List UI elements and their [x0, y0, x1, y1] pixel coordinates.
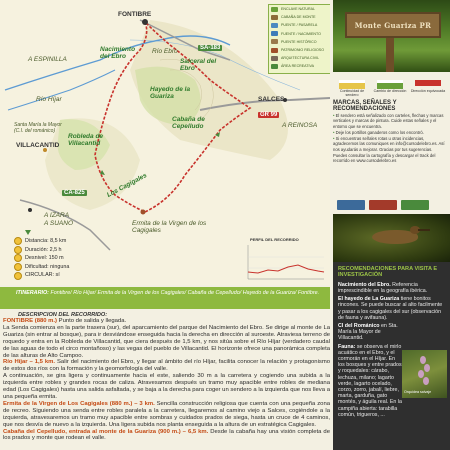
legend-item: PUENTE HISTÓRICO: [269, 38, 330, 46]
label-rio-hijar: Río Híjar: [36, 96, 62, 103]
label-cagigales: Los Cagigales: [105, 172, 149, 199]
route-stats: [14, 237, 82, 281]
map-legend: [268, 4, 330, 74]
legend-item: ARQUITECTURA CIVIL: [269, 54, 330, 62]
sign-post: [386, 36, 394, 72]
label-hayedo: Hayedo de la Guariza: [150, 86, 191, 100]
description-title: DESCRIPCIÓN DEL RECORRIDO:: [18, 312, 108, 318]
label-ermita: Ermita de la Virgen de los Cagigales: [132, 220, 207, 234]
trail-sign-board: Monte Guariza PR: [345, 12, 441, 38]
label-salces: SALCES: [258, 96, 285, 103]
rec-hayedo: El hayedo de La Guariza tiene bonitos rincones. Se puede buscar al alto facilmente y pasar a los cagigales del sur (observación de fauna y avifauna).: [338, 296, 443, 321]
desc-p1: FONTIBRE (880 m.) Punto de salida y llegada.: [3, 318, 127, 324]
marks-title: MARCAS, SEÑALES Y RECOMENDACIONES: [333, 100, 397, 112]
marks-p2: • Deje los portillos ganaderos como los encontró.: [333, 129, 424, 135]
marks-p4: Puedes consultar la cartografía y descargar el track del recorrido en www.cursodelebro.es: [333, 153, 436, 164]
label-cabana: Cabaña de Cepelludo: [172, 116, 205, 130]
label-santa-maria: Santa María la Mayor (C.I. del románico): [14, 122, 62, 134]
legend-item: CABAÑA DE MONTE: [269, 13, 330, 21]
mark-continuity-label: Continuidad de sendero: [339, 89, 365, 98]
itinerary-text: ITINERARIO: Fontibre/ Río Híjar/ Ermita de la Virgen de los Cagigales/ Cabaña de Cepelludo/ Hayedo de la Guariza/ Fontibre.: [16, 290, 320, 296]
stat-duration: Duración: 2,5 h: [14, 246, 82, 255]
label-robleda: Robleda de Villacantid: [68, 133, 104, 147]
label-reinosa: A REINOSA: [282, 122, 318, 129]
legend-item: ENCLAVE NATURAL: [269, 5, 330, 13]
road-sa183: SA-183: [200, 45, 221, 51]
legend-item: FUENTE / NACIMIENTO: [269, 30, 330, 38]
logo-b: [369, 200, 397, 210]
stat-difficulty: Dificultad: ninguna: [14, 263, 82, 272]
mark-direction-label: Cambio de dirección: [373, 89, 407, 93]
label-villacantid: VILLACANTID: [16, 142, 60, 149]
villacantid-marker: [28, 208, 32, 212]
route-description: [3, 312, 330, 450]
label-fontibre: FONTIBRE: [118, 11, 152, 18]
mark-wrong: [415, 80, 441, 86]
legend-item: PUENTE / PASARELA: [269, 21, 330, 29]
mark-wrong-label: Dirección equivocada: [410, 89, 446, 93]
ermita-marker: [141, 210, 146, 215]
rec-romanico: CI del Románico en Sta. María la Mayor de Villacantid.: [338, 323, 398, 342]
label-rio-ebro: Río Ebro: [152, 48, 178, 55]
label-suano: A SUANO: [44, 220, 74, 227]
desc-p6: Cabaña del Cepelludo, entrada al monte de la Guariza (900 m.) – 6,5 km. Desde la cabaña hay una visión completa de los prados y monte que rodean el valle.: [3, 428, 330, 442]
stat-distance: Distancia: 8,5 km: [14, 237, 82, 246]
marks-section: [333, 100, 450, 200]
label-nacimiento: Nacimiento del Ebro: [100, 46, 136, 60]
itinerary-banner: [0, 287, 330, 309]
road-ca825: CA-825: [64, 190, 85, 196]
mark-direction: [377, 80, 403, 89]
elevation-profile: [228, 237, 330, 285]
bird-beak: [418, 229, 430, 231]
start-marker: [142, 19, 148, 25]
stat-elevation: Desnivel: 150 m: [14, 254, 82, 263]
rec-nacimiento: Nacimiento del Ebro. Referencia imprescindible en la geografía ibérica.: [338, 281, 428, 295]
label-izara: A IZARA: [44, 212, 70, 219]
logo-c: [401, 200, 429, 210]
rec-fauna: Fauna: se observa el mirlo acuático en el Ebro, y el cormorán en el Híjar. En los bosques y entre prados y roquedales: cárabo, lechuza, milano; lagarto verde, lagarto ocelado, corzo, zorro, jabalí, liebre, marta, garduña, gato montés, y águila real. En la campiña abierta: tarabilla común, trigueros, ...: [338, 343, 402, 418]
label-salceral: Salceral del Ebro: [180, 58, 217, 72]
desc-p5: Ermita de la Virgen de Los Cagigales (880 m.) – 3 km. Sencilla construcción religiosa que cuenta con una pequeña zona de recreo. Siguiendo una senda entre robles paralela a la carretera, llegaremos al camino viejo a Salces, cogiéndole a la izquierda, atravesaremos un tramo muy apacible entre sombras y cuidados prados de siega, hasta un cruce de 4 caminos, que nos desvía de nuevo a la izquierda. Una ligera subida nos planta enseguida a la altura de un estratégica Cagigales.: [3, 400, 330, 428]
desc-p3: Río Híjar – 1,5 km. Salir del nacimiento del Ebro, y llegar al ámbito del río Híjar, facilita conocer la relación y protagonismo de estos dos ríos con la formación y la geomorfología del valle.: [3, 359, 330, 373]
profile-title: PERFIL DEL RECORRIDO: [250, 237, 299, 242]
legend-item: ÁREA RECREATIVA: [269, 62, 330, 70]
label-espinilla: A ESPINILLA: [28, 56, 67, 63]
desc-p4: A continuación, se gira ligera y continuamente hacia el este, saliendo 30 m a la carretera y cogiendo una subida a la izquierda entre robles y grandes rocas de caliza. Atravesamos después un tramo muy apacible entre robles de mediana edad (Los Cagigales) hasta una salida asfaltada, y se baja a la derecha para coger un sendero a la izquierda que nos lleva a una pequeña ermita.: [3, 373, 330, 400]
sponsor-logos: [333, 198, 450, 212]
logo-a: [337, 200, 365, 210]
recs-title: RECOMENDACIONES PARA VISITA E INVESTIGACIÓN: [338, 266, 438, 279]
legend-item: PATRIMONIO RELIGIOSO: [269, 46, 330, 54]
marks-p1: • El sendero está señalizado con carteles, flechas y marcas verticales y marcas de pintura. Cuide estas señales y el entorno que se encuentra.: [333, 113, 444, 129]
stat-type: CIRCULAR: sí: [14, 271, 82, 280]
marks-p3: • Si encuentras señales rotas u otras incidencias, agradecemos las comuniques en info@cursodelebro.es. Así nos ayudarás a mejorar. Gracias por tus sugerencias.: [333, 136, 445, 152]
mark-continuity: [339, 80, 365, 89]
orchid-caption: Orquídea salvaje: [404, 390, 432, 394]
desc-p2: La Senda comienza en la parte trasera (sur), del aparcamiento del parque del Nacimiento del Ebro. Se dirige al monte de La Guariza (sin entrar al bosque), para ir desviándose enseguida hacia la derecha en dirección al suroeste. Atraviesa terreno de roquedo y entra en la Robleda de Villacantid, que ciera después de 1,5 km, y nos sitúa sobre el Río Híjar (verdadero caudal de las aguas de todo el circo montañoso) y las vegas del pueblo de Villacantid. El horizonte ofrece una panorámica completa de las alturas de Alto Campoo.: [3, 324, 330, 359]
profile-graph: [228, 237, 330, 285]
trail-marks-legend: [333, 74, 450, 102]
road-gr99: GR 99: [260, 112, 278, 118]
